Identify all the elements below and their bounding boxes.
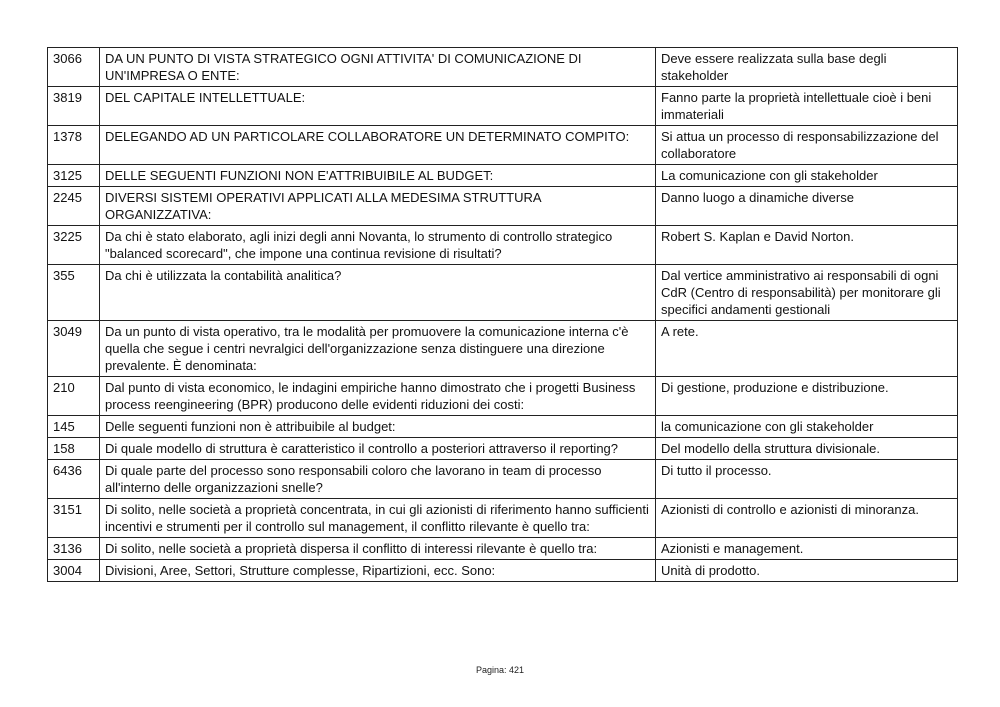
- answer-cell: Deve essere realizzata sulla base degli stakeholder: [656, 48, 958, 87]
- question-cell: Da chi è stato elaborato, agli inizi degli anni Novanta, lo strumento di controllo strategico "balanced scorecard", che impone una continua revisione di risultati?: [100, 226, 656, 265]
- question-cell: Di quale modello di struttura è caratteristico il controllo a posteriori attraverso il reporting?: [100, 438, 656, 460]
- question-cell: Divisioni, Aree, Settori, Strutture complesse, Ripartizioni, ecc. Sono:: [100, 560, 656, 582]
- question-cell: DA UN PUNTO DI VISTA STRATEGICO OGNI ATTIVITA' DI COMUNICAZIONE DI UN'IMPRESA O ENTE:: [100, 48, 656, 87]
- answer-cell: Unità di prodotto.: [656, 560, 958, 582]
- table-row: [48, 165, 958, 187]
- question-id-cell: 3819: [48, 87, 100, 126]
- answer-cell: la comunicazione con gli stakeholder: [656, 416, 958, 438]
- question-cell: Di quale parte del processo sono responsabili coloro che lavorano in team di processo all'interno delle organizzazioni snelle?: [100, 460, 656, 499]
- table-row: [48, 416, 958, 438]
- answer-cell: Fanno parte la proprietà intellettuale cioè i beni immateriali: [656, 87, 958, 126]
- page-number: Pagina: 421: [475, 665, 525, 675]
- question-id-cell: 1378: [48, 126, 100, 165]
- qa-table: [47, 47, 958, 582]
- answer-cell: Si attua un processo di responsabilizzazione del collaboratore: [656, 126, 958, 165]
- answer-cell: Di gestione, produzione e distribuzione.: [656, 377, 958, 416]
- question-id-cell: 3125: [48, 165, 100, 187]
- answer-cell: Azionisti e management.: [656, 538, 958, 560]
- table-row: [48, 377, 958, 416]
- table-row: [48, 48, 958, 87]
- answer-cell: La comunicazione con gli stakeholder: [656, 165, 958, 187]
- question-id-cell: 3151: [48, 499, 100, 538]
- answer-cell: A rete.: [656, 321, 958, 377]
- question-cell: Delle seguenti funzioni non è attribuibile al budget:: [100, 416, 656, 438]
- question-id-cell: 158: [48, 438, 100, 460]
- table-row: [48, 187, 958, 226]
- answer-cell: Dal vertice amministrativo ai responsabili di ogni CdR (Centro di responsabilità) per monitorare gli specifici andamenti gestionali: [656, 265, 958, 321]
- table-row: [48, 87, 958, 126]
- table-row: [48, 460, 958, 499]
- answer-cell: Robert S. Kaplan e David Norton.: [656, 226, 958, 265]
- question-cell: Di solito, nelle società a proprietà dispersa il conflitto di interessi rilevante è quello tra:: [100, 538, 656, 560]
- question-id-cell: 3004: [48, 560, 100, 582]
- answer-cell: Danno luogo a dinamiche diverse: [656, 187, 958, 226]
- answer-cell: Di tutto il processo.: [656, 460, 958, 499]
- question-cell: DELEGANDO AD UN PARTICOLARE COLLABORATORE UN DETERMINATO COMPITO:: [100, 126, 656, 165]
- question-cell: Dal punto di vista economico, le indagini empiriche hanno dimostrato che i progetti Business process reengineering (BPR) producono delle evidenti riduzioni dei costi:: [100, 377, 656, 416]
- question-id-cell: 2245: [48, 187, 100, 226]
- question-cell: Di solito, nelle società a proprietà concentrata, in cui gli azionisti di riferimento hanno sufficienti incentivi e strumenti per il controllo sul management, il conflitto rilevante è quello tra:: [100, 499, 656, 538]
- question-cell: Da chi è utilizzata la contabilità analitica?: [100, 265, 656, 321]
- question-id-cell: 3066: [48, 48, 100, 87]
- question-cell: DELLE SEGUENTI FUNZIONI NON E'ATTRIBUIBILE AL BUDGET:: [100, 165, 656, 187]
- table-row: [48, 226, 958, 265]
- question-id-cell: 3136: [48, 538, 100, 560]
- question-cell: Da un punto di vista operativo, tra le modalità per promuovere la comunicazione interna c'è quella che segue i centri nevralgici dell'organizzazione senza distinguere una direzione prevalente. È denominata:: [100, 321, 656, 377]
- question-id-cell: 145: [48, 416, 100, 438]
- question-cell: DIVERSI SISTEMI OPERATIVI APPLICATI ALLA MEDESIMA STRUTTURA ORGANIZZATIVA:: [100, 187, 656, 226]
- table-row: [48, 265, 958, 321]
- table-row: [48, 438, 958, 460]
- table-row: [48, 321, 958, 377]
- question-id-cell: 3049: [48, 321, 100, 377]
- question-id-cell: 6436: [48, 460, 100, 499]
- qa-table-body: [48, 48, 958, 582]
- table-row: [48, 126, 958, 165]
- table-row: [48, 560, 958, 582]
- answer-cell: Del modello della struttura divisionale.: [656, 438, 958, 460]
- question-cell: DEL CAPITALE INTELLETTUALE:: [100, 87, 656, 126]
- table-row: [48, 499, 958, 538]
- question-id-cell: 355: [48, 265, 100, 321]
- answer-cell: Azionisti di controllo e azionisti di minoranza.: [656, 499, 958, 538]
- question-id-cell: 3225: [48, 226, 100, 265]
- question-id-cell: 210: [48, 377, 100, 416]
- table-row: [48, 538, 958, 560]
